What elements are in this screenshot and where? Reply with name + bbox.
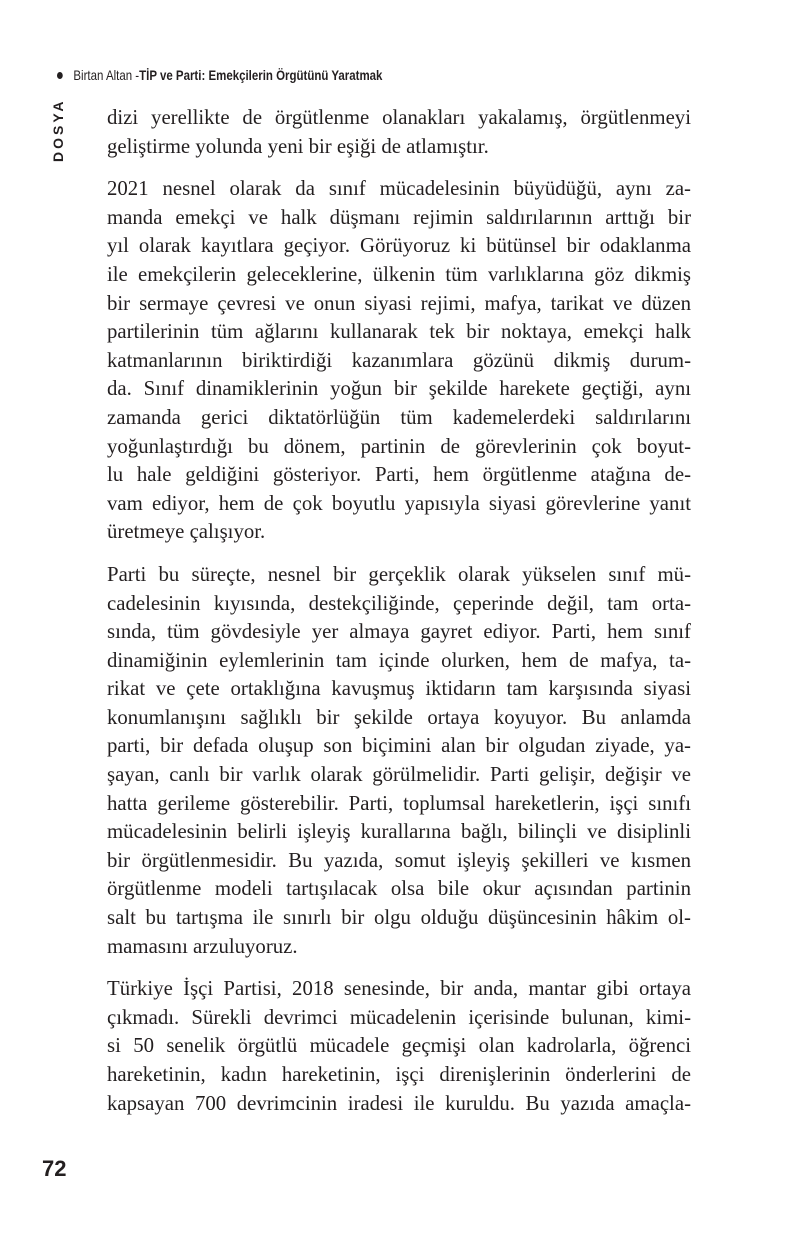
text-line: rikat ve çete ortaklığına kavuşmuş iktidarın tam karşısında siyasi [107, 677, 691, 701]
text-line: sında, tüm gövdesiyle yer almaya gayret ediyor. Parti, hem sınıf [107, 620, 691, 644]
paragraph [107, 975, 691, 1118]
text-line: şayan, canlı bir varlık olarak görülmelidir. Parti gelişir, değişir ve [107, 763, 691, 787]
text-line: hareketinin, kadın hareketinin, işçi direnişlerinin önderlerini de [107, 1063, 691, 1086]
header-article-title: TİP ve Parti: Emekçilerin Örgütünü Yaratmak [139, 67, 383, 83]
text-line: yoğunlaştırdığı bu dönem, partinin de görevlerinin çok boyut- [107, 434, 691, 458]
text-line: ile emekçilerin geleceklerine, ülkenin tüm varlıklarına göz dikmiş [107, 262, 691, 286]
bullet-icon [57, 72, 63, 79]
text-line: bir sermaye çevresi ve onun siyasi rejimi, mafya, tarikat ve düzen [107, 291, 691, 315]
text-line: si 50 senelik örgütlü mücadele geçmişi olan kadrolarla, öğrenci [107, 1034, 691, 1058]
text-line: cadelesinin kıyısında, destekçiliğinde, çeperinde değil, tam orta- [107, 591, 691, 615]
section-side-label [50, 92, 74, 162]
text-line: partilerinin tüm ağlarını kullanarak tek bir noktaya, emekçi halk [107, 320, 691, 344]
text-line: manda emekçi ve halk düşmanı rejimin saldırılarının arttığı bir [107, 205, 691, 229]
text-line: Parti bu süreçte, nesnel bir gerçeklik olarak yükselen sınıf mü- [107, 562, 691, 586]
text-line: Türkiye İşçi Partisi, 2018 senesinde, bir anda, mantar gibi ortaya [107, 977, 691, 1001]
text-line: zamanda gerici diktatörlüğün tüm kademelerdeki saldırılarını [107, 405, 691, 429]
text-line: lu hale geldiğini gösteriyor. Parti, hem örgütlenme atağına de- [107, 463, 691, 487]
page-number: 72 [42, 1156, 67, 1181]
text-line: mamasını arzuluyoruz. [107, 934, 298, 958]
text-line: da. Sınıf dinamiklerinin yoğun bir şekilde harekete geçtiği, aynı [107, 377, 691, 401]
text-line: yıl olarak kayıtlara geçiyor. Görüyoruz ki bütünsel bir odaklanma [107, 234, 691, 258]
text-line: bir örgütlenmesidir. Bu yazıda, somut işleyiş şekilleri ve kısmen [107, 848, 691, 872]
running-header [57, 64, 382, 86]
text-line: katmanlarının biriktirdiği kazanımlara gözünü dikmiş durum- [107, 348, 691, 372]
text-line: konumlanışını sağlıklı bir şekilde ortaya koyuyor. Bu anlamda [107, 705, 691, 729]
side-label-text: DOSYA [50, 98, 66, 162]
text-line: çıkmadı. Sürekli devrimci mücadelenin içerisinde bulunan, kimi- [107, 1005, 691, 1029]
text-line: parti, bir defada oluşup son biçimini alan bir olgudan ziyade, ya- [107, 734, 691, 758]
text-line: salt bu tartışma ile sınırlı bir olgu olduğu düşüncesinin hâkim ol- [107, 906, 691, 930]
text-line: hatta gerileme gösterebilir. Parti, toplumsal hareketlerin, işçi sınıfı [107, 791, 691, 815]
paragraph [107, 561, 691, 961]
text-line: mücadelesinin belirli işleyiş kurallarına bağlı, bilinçli ve disiplinli [107, 820, 691, 844]
text-line: dinamiğinin eylemlerinin tam içinde olurken, hem de mafya, ta- [107, 648, 691, 672]
paragraph [107, 104, 691, 161]
text-line: örgütlenme modeli tartışılacak olsa bile okur açısından partinin [107, 877, 691, 901]
paragraph [107, 175, 691, 547]
text-line: kapsayan 700 devrimcinin iradesi ile kuruldu. Bu yazıda amaçla- [107, 1091, 691, 1115]
header-author: Birtan Altan - [73, 67, 140, 83]
article-body [107, 104, 691, 1132]
text-line: 2021 nesnel olarak da sınıf mücadelesinin büyüdüğü, aynı za- [107, 177, 691, 201]
text-line: dizi yerellikte de örgütlenme olanakları yakalamış, örgütlenmeyi [107, 106, 691, 129]
text-line: geliştirme yolunda yeni bir eşiği de atlamıştır. [107, 134, 489, 158]
text-line: üretmeye çalışıyor. [107, 520, 266, 544]
text-line: vam ediyor, hem de çok boyutlu yapısıyla siyasi görevlerine yanıt [107, 491, 691, 515]
